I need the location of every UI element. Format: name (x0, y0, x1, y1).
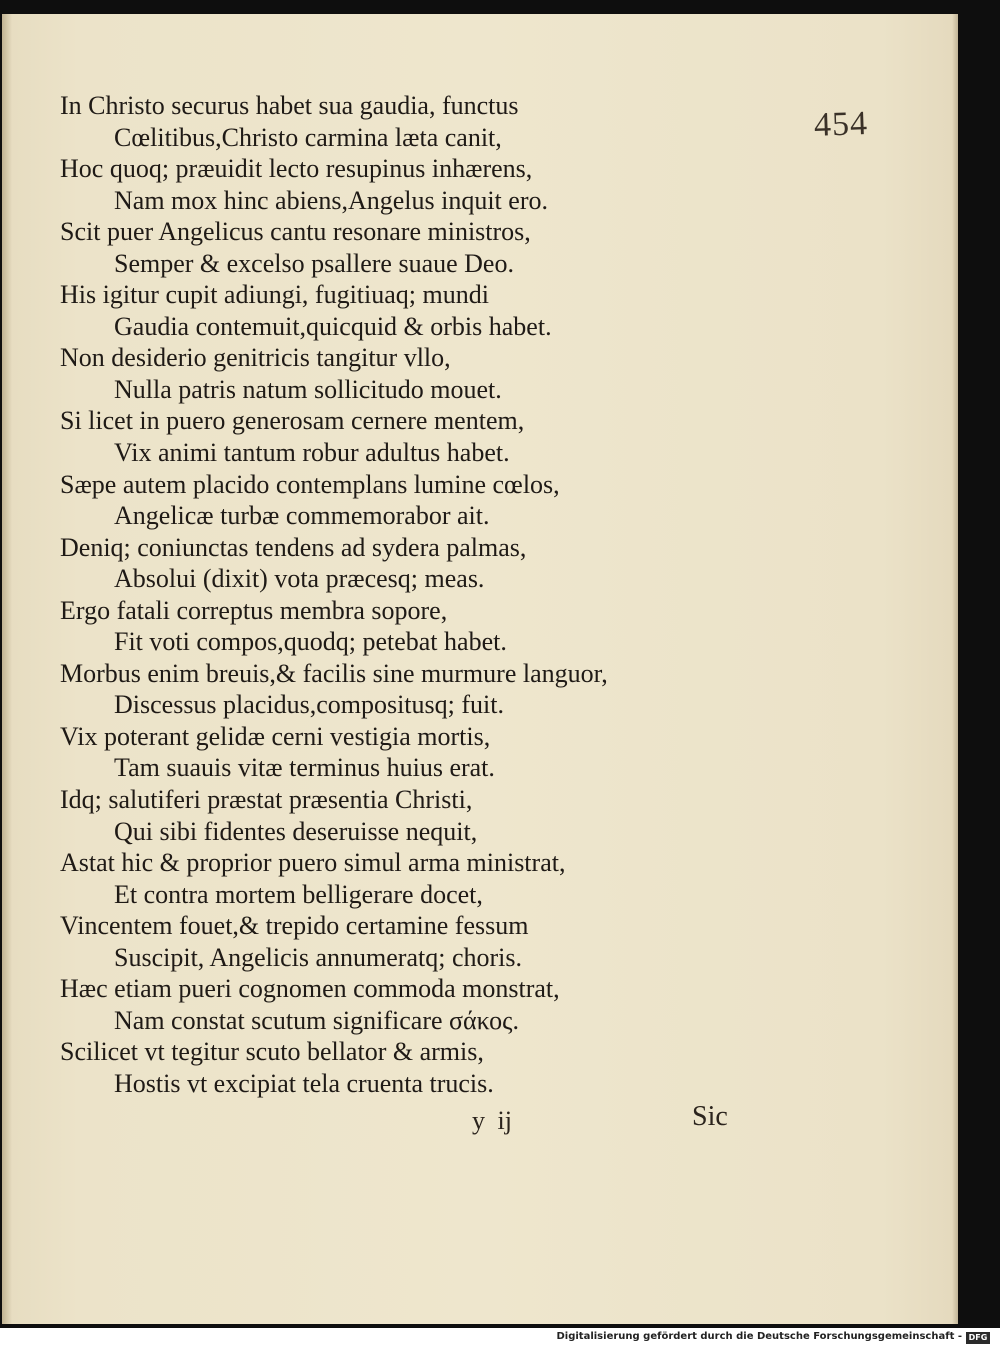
verse-line-indented: Qui sibi fidentes deseruisse nequit, (114, 816, 478, 846)
verse-line-indented: Fit voti compos,quodq; petebat habet. (114, 627, 507, 657)
verse-line-indented: Angelicæ turbæ commemorabor ait. (114, 501, 490, 531)
verse-line-indented: Vix animi tantum robur adultus habet. (114, 438, 510, 468)
verse-line-indented: Hostis vt excipiat tela cruenta trucis. (114, 1068, 494, 1098)
verse-line: Scilicet vt tegitur scuto bellator & armis, (60, 1037, 484, 1067)
verse-line: Hæc etiam pueri cognomen commoda monstrat, (60, 974, 560, 1004)
verse-line: His igitur cupit adiungi, fugitiuaq; mundi (60, 280, 489, 310)
verse-line-indented: Gaudia contemuit,quicquid & orbis habet. (114, 311, 552, 341)
verse-line-indented: Discessus placidus,compositusq; fuit. (114, 690, 504, 720)
signature-mark: y ij (472, 1106, 512, 1135)
verse-line-indented: Cœlitibus,Christo carmina læta canit, (114, 122, 502, 152)
book-page (2, 14, 958, 1324)
verse-line-indented: Nam mox hinc abiens,Angelus inquit ero. (114, 185, 548, 215)
verse-line: Deniq; coniunctas tendens ad sydera palmas, (60, 532, 527, 562)
verse-line: Astat hic & proprior puero simul arma ministrat, (60, 848, 566, 878)
catchword: Sic (692, 1101, 728, 1132)
verse-line: Vincentem fouet,& trepido certamine fessum (60, 911, 529, 941)
verse-line-indented: Tam suauis vitæ terminus huius erat. (114, 753, 495, 783)
verse-line-indented: Suscipit, Angelicis annumeratq; choris. (114, 942, 522, 972)
verse-line: Idq; salutiferi præstat præsentia Christi, (60, 785, 473, 815)
verse-line-indented: Et contra mortem belligerare docet, (114, 879, 483, 909)
poem-text (60, 90, 760, 1100)
verse-line: Scit puer Angelicus cantu resonare ministros, (60, 217, 531, 247)
footer-bar (0, 1328, 1000, 1348)
verse-line-indented: Nam constat scutum significare σάκος. (114, 1005, 519, 1035)
page-number: 454 (813, 105, 869, 144)
verse-line: Ergo fatali correptus membra sopore, (60, 595, 448, 625)
verse-line-indented: Absolui (dixit) vota præcesq; meas. (114, 564, 485, 594)
verse-line-indented: Nulla patris natum sollicitudo mouet. (114, 374, 502, 404)
funding-credit: Digitalisierung gefördert durch die Deutsche Forschungsgemeinschaft - (556, 1331, 962, 1342)
verse-line: Hoc quoq; præuidit lecto resupinus inhærens, (60, 154, 533, 184)
verse-line-indented: Semper & excelso psallere suaue Deo. (114, 248, 514, 278)
dfg-logo-icon: DFG (966, 1332, 990, 1344)
verse-line: Vix poterant gelidæ cerni vestigia mortis, (60, 721, 491, 751)
verse-line: Sæpe autem placido contemplans lumine cœlos, (60, 469, 560, 499)
verse-line: Si licet in puero generosam cernere mentem, (60, 406, 525, 436)
verse-line: In Christo securus habet sua gaudia, functus (60, 91, 519, 120)
verse-line: Non desiderio genitricis tangitur vllo, (60, 343, 451, 373)
verse-line: Morbus enim breuis,& facilis sine murmure languor, (60, 658, 608, 688)
